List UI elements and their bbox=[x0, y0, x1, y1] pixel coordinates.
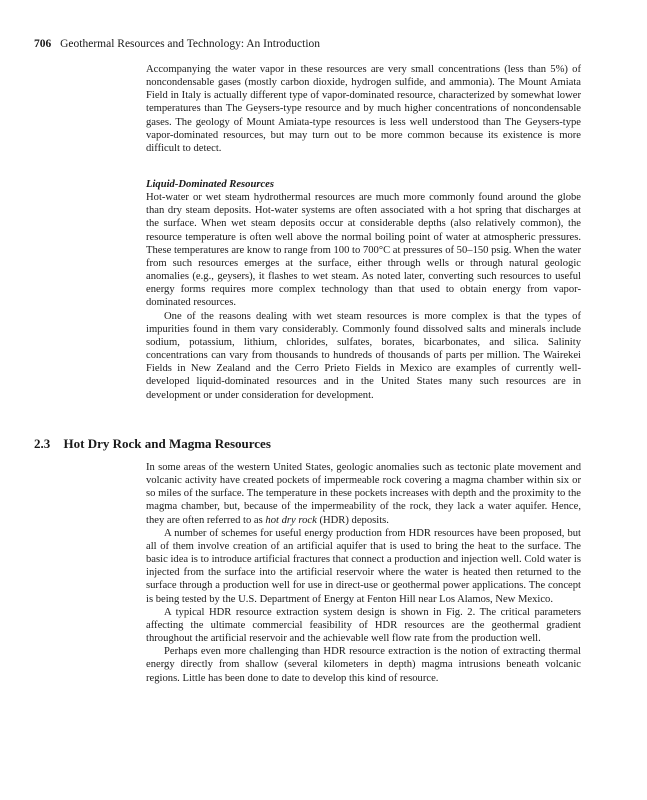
running-header bbox=[34, 37, 320, 51]
section-number: 2.3 bbox=[34, 436, 51, 451]
running-title: Geothermal Resources and Technology: An Introduction bbox=[60, 38, 321, 50]
liquid-dominated-heading: Liquid-Dominated Resources bbox=[146, 179, 275, 190]
intro-text-block bbox=[146, 63, 581, 155]
liquid-dominated-block bbox=[146, 178, 581, 402]
intro-paragraph: Accompanying the water vapor in these resources are very small concentrations (less than 5%) of noncondensable gases (mostly carbon dioxide, hydrogen sulfide, and ammonia). The Mount Amiata Field in Italy is actually different type of vapor-dominated resource, characterized by somewhat lower temperatures than The Geysers-type resource and by much higher concentrations of noncondensable gases. The geology of Mount Amiata-type resources is less well understood than The Geysers-type vapor-dominated resources, but may turn out to be more common because its existence is more difficult to detect. bbox=[146, 64, 581, 154]
page-number: 706 bbox=[34, 38, 52, 50]
hot-dry-rock-term: hot dry rock bbox=[265, 514, 317, 526]
hdr-p1-text: In some areas of the western United States, geologic anomalies such as tectonic plate movement and volcanic activity have created pockets of impermeable rock covering a magma chamber within six or so miles of the surface. The temperature in these pockets increases with depth and the proximity to the magma chamber, but, because of the impermeability of the rock, they lack a water aquifer. Hence, they are often referred to as bbox=[146, 462, 581, 526]
hdr-paragraph-3: A typical HDR resource extraction system design is shown in Fig. 2. The critical parameters affecting the ultimate commercial feasibility of HDR resources are the geothermal gradient throughout the artificial reservoir and the achievable well flow rate from the production well. bbox=[146, 606, 581, 645]
hdr-paragraph-1 bbox=[146, 461, 581, 527]
section-heading bbox=[34, 436, 271, 452]
liquid-paragraph-2: One of the reasons dealing with wet steam resources is more complex is that the types of impurities found in them vary considerably. Commonly found dissolved salts and minerals include sodium, potassium, lithium, chlorides, sulfates, borates, bicarbonates, and silica. Salinity concentrations can vary from thousands to hundreds of thousands of parts per million. The Wairekei Fields in New Zealand and the Cerro Prieto Fields in Mexico are examples of currently well-developed liquid-dominated resources and in the United States many such resources are in development or under consideration for development. bbox=[146, 310, 581, 401]
liquid-paragraph-1: Hot-water or wet steam hydrothermal resources are much more commonly found around the globe than dry steam deposits. Hot-water systems are often associated with a hot spring that discharges at the surface. When wet steam deposits occur at considerable depths (also relatively common), the resource temperature is often well above the normal boiling point of water at atmospheric pressures. These temperatures are know to range from 100 to 700°C at pressures of 50–150 psig. When the water from such resources emerges at the surface, either through wells or through natural geologic anomalies (e.g., geysers), it flashes to wet steam. As noted later, converting such resources to useful energy forms requires more complex technology than that used to obtain energy from vapor-dominated resources. bbox=[146, 192, 581, 309]
hdr-p1-end: (HDR) deposits. bbox=[316, 514, 389, 526]
hdr-text-block bbox=[146, 461, 581, 685]
hdr-paragraph-4: Perhaps even more challenging than HDR resource extraction is the notion of extracting thermal energy directly from shallow (several kilometers in depth) magma intrusions beneath volcanic regions. Little has been done to date to develop this kind of resource. bbox=[146, 646, 581, 684]
section-title: Hot Dry Rock and Magma Resources bbox=[63, 436, 271, 451]
hdr-paragraph-2: A number of schemes for useful energy production from HDR resources have been proposed, but all of them involve creation of an artificial aquifer that is used to bring the heat to the surface. The basic idea is to introduce artificial fractures that connect a production and injection well. Cold water is injected from the surface into the artificial reservoir where the water is heated then returned to the surface through a production well for use in direct-use or geothermal power applications. The concept is being tested by the U.S. Department of Energy at Fenton Hill near Los Alamos, New Mexico. bbox=[146, 527, 581, 605]
